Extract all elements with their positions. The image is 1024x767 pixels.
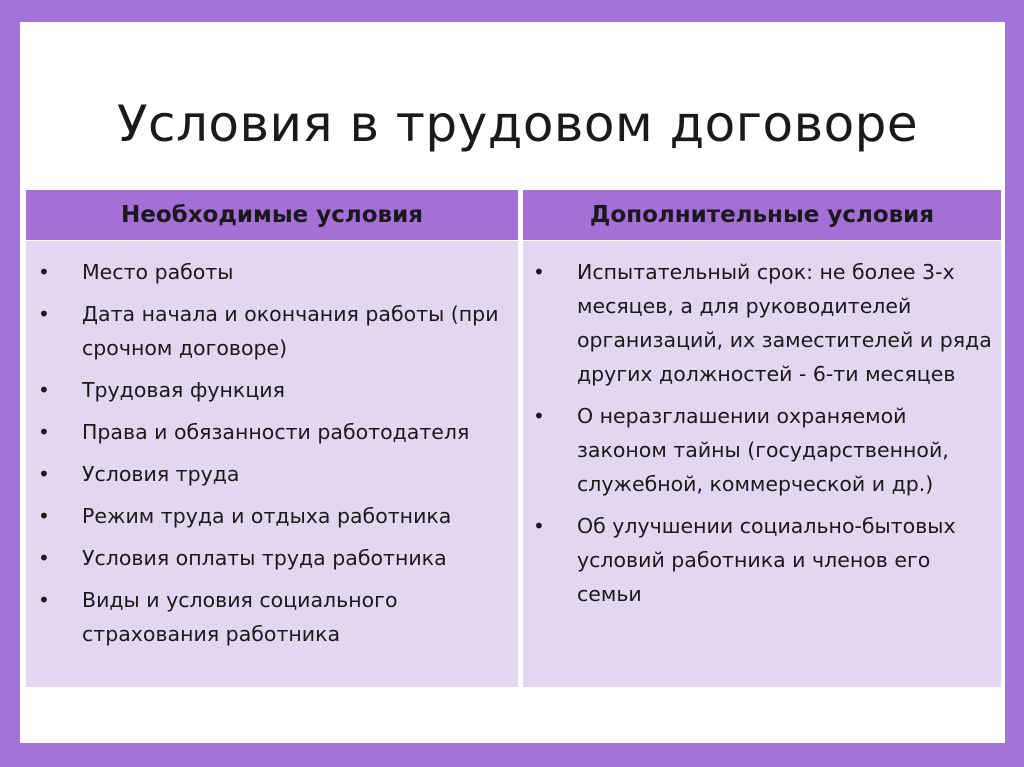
list-item: • Дата начала и окончания работы (при срочном договоре) bbox=[38, 297, 518, 365]
list-item: • Права и обязанности работодателя bbox=[38, 415, 518, 449]
additional-conditions-cell bbox=[523, 241, 1001, 687]
necessary-conditions-cell bbox=[26, 241, 518, 687]
list-item: • О неразглашении охраняемой законом тайны (государственной, служебной, коммерческой и др.) bbox=[533, 399, 1001, 501]
table-body-row bbox=[26, 241, 1001, 687]
list-item: • Условия труда bbox=[38, 457, 518, 491]
bullet-icon: • bbox=[533, 514, 545, 538]
bullet-icon: • bbox=[38, 302, 50, 326]
bullet-icon: • bbox=[38, 546, 50, 570]
list-item: • Трудовая функция bbox=[38, 373, 518, 407]
bullet-icon: • bbox=[533, 260, 545, 284]
bullet-icon: • bbox=[38, 420, 50, 444]
bullet-icon: • bbox=[38, 462, 50, 486]
table-header-row bbox=[26, 190, 1001, 240]
bullet-icon: • bbox=[38, 504, 50, 528]
bullet-icon: • bbox=[38, 378, 50, 402]
bullet-icon: • bbox=[533, 404, 545, 428]
slide-title: Условия в трудовом договоре bbox=[117, 95, 919, 153]
header-necessary-conditions: Необходимые условия bbox=[121, 202, 423, 228]
additional-conditions-list bbox=[533, 255, 1001, 611]
bullet-icon: • bbox=[38, 260, 50, 284]
list-item: • Испытательный срок: не более 3-х месяцев, а для руководителей организаций, их заместителей и ряда других должностей - 6-ти месяцев bbox=[533, 255, 1001, 391]
list-item: • Об улучшении социально-бытовых условий работника и членов его семьи bbox=[533, 509, 1001, 611]
necessary-conditions-list bbox=[38, 255, 518, 651]
list-item: • Режим труда и отдыха работника bbox=[38, 499, 518, 533]
conditions-table bbox=[26, 190, 1001, 687]
list-item: • Условия оплаты труда работника bbox=[38, 541, 518, 575]
header-additional-conditions: Дополнительные условия bbox=[589, 202, 935, 228]
list-item: • Место работы bbox=[38, 255, 518, 289]
slide bbox=[20, 22, 1005, 743]
bullet-icon: • bbox=[38, 588, 50, 612]
list-item: • Виды и условия социального страхования работника bbox=[38, 583, 518, 651]
